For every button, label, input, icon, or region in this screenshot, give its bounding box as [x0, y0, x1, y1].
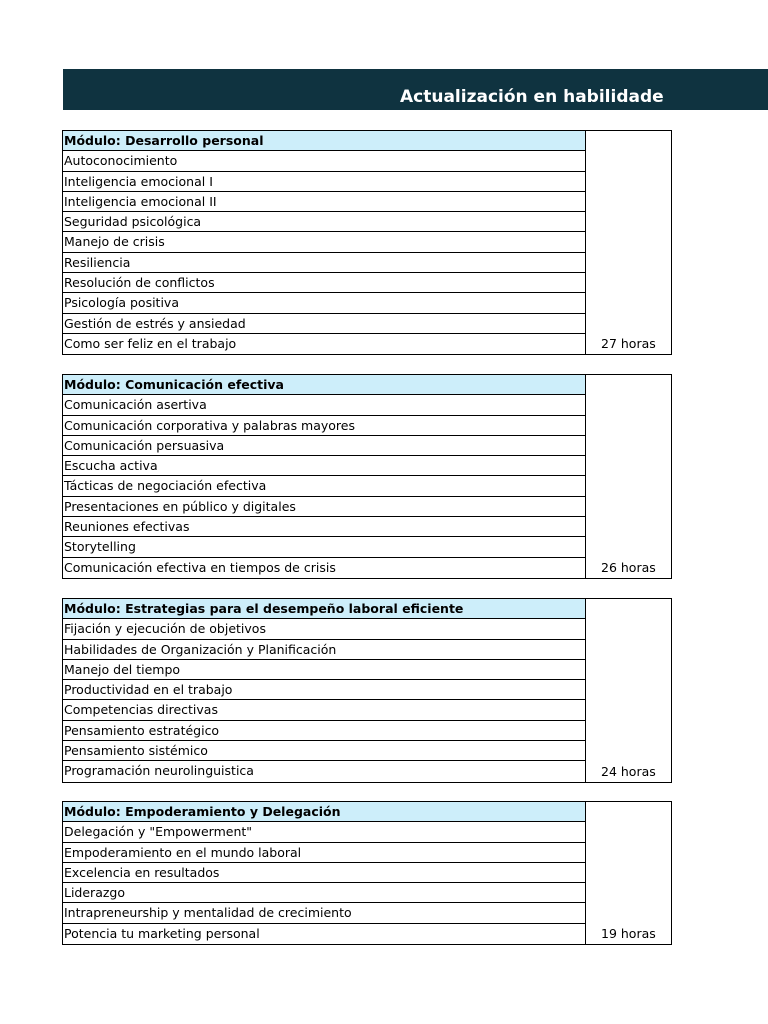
- topic-row: Storytelling: [63, 537, 585, 557]
- topic-row: Programación neurolinguistica: [64, 763, 254, 779]
- module-table: [62, 801, 672, 945]
- topic-row: Tácticas de negociación efectiva: [63, 476, 585, 496]
- topic-row: Comunicación corporativa y palabras mayores: [63, 416, 585, 436]
- topic-row: Comunicación asertiva: [63, 395, 585, 415]
- topic-row: Habilidades de Organización y Planificación: [63, 640, 585, 660]
- topic-row: Empoderamiento en el mundo laboral: [63, 843, 585, 863]
- topic-row: Presentaciones en público y digitales: [63, 497, 585, 517]
- topic-row: Comunicación efectiva en tiempos de crisis: [64, 559, 336, 575]
- topic-row: Liderazgo: [63, 883, 585, 903]
- module-title: Módulo: Empoderamiento y Delegación: [63, 802, 585, 822]
- topic-row: Escucha activa: [63, 456, 585, 476]
- topic-row: Manejo del tiempo: [63, 660, 585, 680]
- page-title: Actualización en habilidade: [400, 87, 664, 107]
- module-hours: 24 horas: [601, 763, 656, 779]
- module-hours-column: [586, 599, 671, 782]
- topic-row: Autoconocimiento: [63, 151, 585, 171]
- module-table: [62, 374, 672, 579]
- topic-row: Inteligencia emocional I: [63, 172, 585, 192]
- module-hours-column: [586, 802, 671, 944]
- topic-row: Productividad en el trabajo: [63, 680, 585, 700]
- topic-row: Como ser feliz en el trabajo: [64, 335, 237, 351]
- module-topics-column: [63, 375, 586, 578]
- topic-row: Excelencia en resultados: [63, 863, 585, 883]
- topic-row: Pensamiento estratégico: [63, 721, 585, 741]
- topic-row: Seguridad psicológica: [63, 212, 585, 232]
- module-title: Módulo: Comunicación efectiva: [63, 375, 585, 395]
- module-hours-column: [586, 131, 671, 354]
- topic-row: Pensamiento sistémico: [63, 741, 585, 761]
- topic-row: Fijación y ejecución de objetivos: [63, 619, 585, 639]
- topic-row: Manejo de crisis: [63, 232, 585, 252]
- module-table: [62, 130, 672, 355]
- topic-row: Inteligencia emocional II: [63, 192, 585, 212]
- module-hours: 19 horas: [601, 926, 656, 942]
- module-topics-column: [63, 131, 586, 354]
- module-hours: 26 horas: [601, 559, 656, 575]
- module-title: Módulo: Estrategias para el desempeño laboral eficiente: [63, 599, 585, 619]
- module-table: [62, 598, 672, 783]
- title-banner: [63, 69, 768, 110]
- topic-row: Resolución de conflictos: [63, 273, 585, 293]
- module-hours: 27 horas: [601, 336, 656, 352]
- module-topics-column: [63, 802, 586, 944]
- topic-row: Gestión de estrés y ansiedad: [63, 314, 585, 334]
- module-topics-column: [63, 599, 586, 782]
- topic-row: Potencia tu marketing personal: [64, 925, 260, 941]
- topic-row: Competencias directivas: [63, 700, 585, 720]
- topic-row: Comunicación persuasiva: [63, 436, 585, 456]
- topic-row: Delegación y "Empowerment": [63, 822, 585, 842]
- topic-row: Reuniones efectivas: [63, 517, 585, 537]
- topic-row: Psicología positiva: [63, 293, 585, 313]
- topic-row: Resiliencia: [63, 253, 585, 273]
- module-hours-column: [586, 375, 671, 578]
- topic-row: Intrapreneurship y mentalidad de crecimiento: [63, 903, 585, 923]
- module-title: Módulo: Desarrollo personal: [63, 131, 585, 151]
